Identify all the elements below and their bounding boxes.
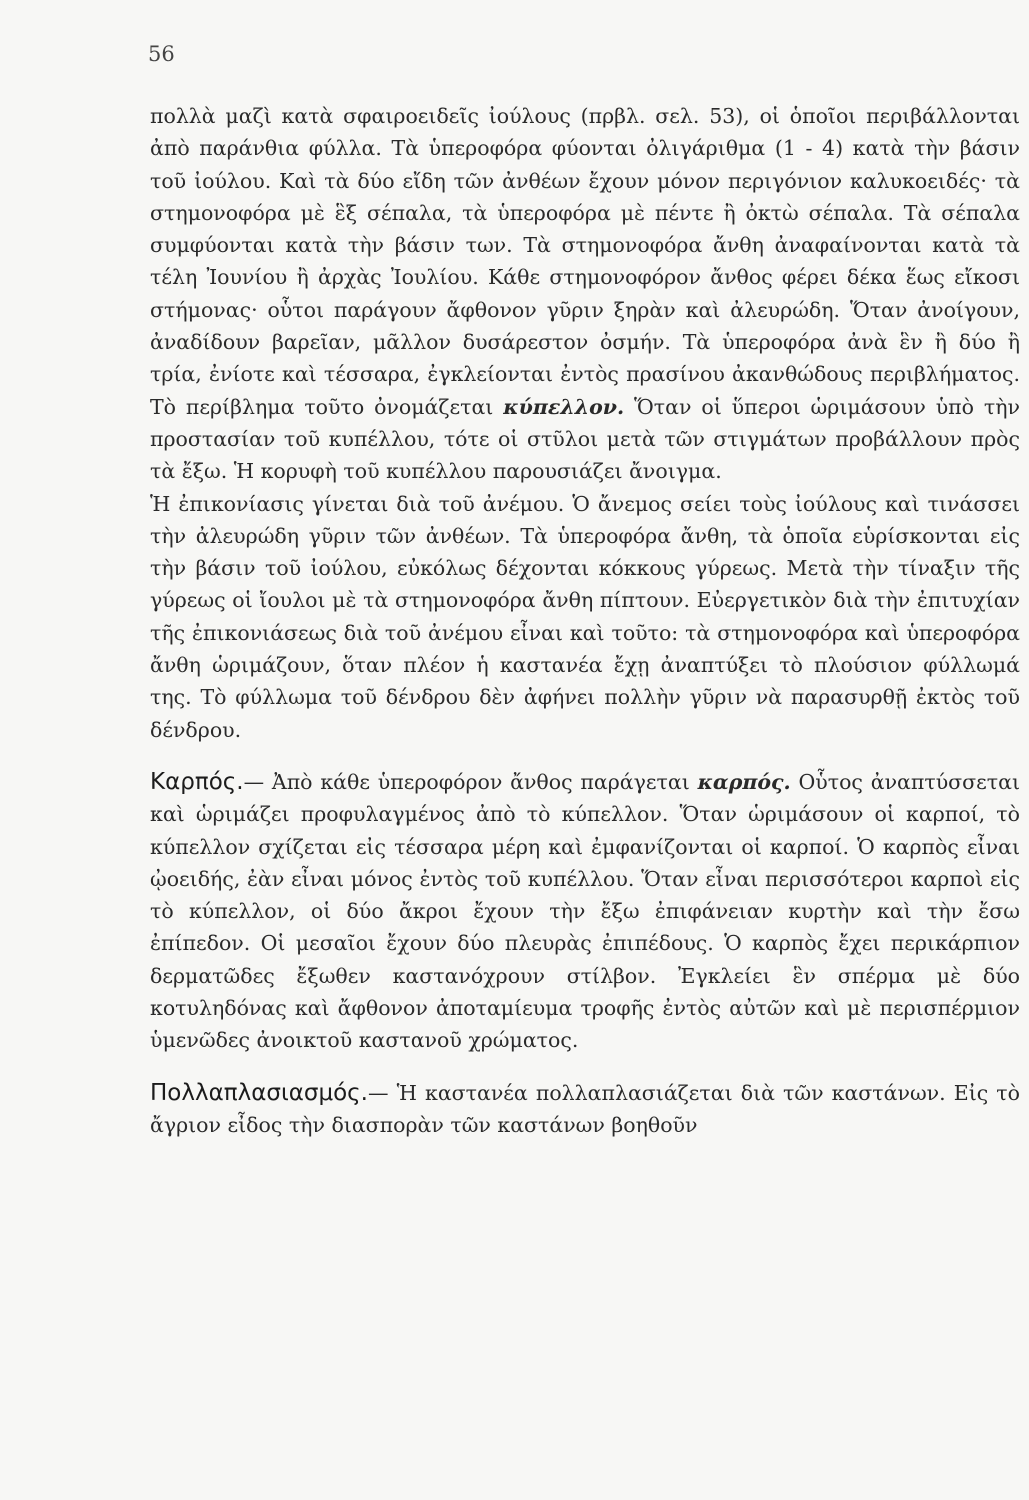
section-heading-fruit: Καρπός. xyxy=(150,768,244,795)
page-body xyxy=(150,100,1020,1141)
paragraph-text: Ὅταν οἱ ὕπεροι ὡριμάσουν ὑπὸ τὴν προστασίαν τοῦ κυπέλλου, τότε οἱ στῦλοι μετὰ τῶν στιγμάτων προβάλλουν πρὸς τὰ ἔξω. Ἡ κορυφὴ τοῦ κυπέλλου παρουσιάζει ἄνοιγμα. xyxy=(150,394,1020,484)
section-heading-propagation: Πολλαπλασιασμός. xyxy=(150,1079,368,1106)
paragraph-text: Οὗτος ἀναπτύσσεται καὶ ὡριμάζει προφυλαγμένος ἀπὸ τὸ κύπελλον. Ὅταν ὡριμάσουν οἱ καρποί, τὸ κύπελλον σχίζεται εἰς τέσσαρα μέρη καὶ ἐμφανίζονται οἱ καρποί. Ὁ καρπὸς εἶναι ᾠοειδής, ἐὰν εἶναι μόνος ἐντὸς τοῦ κυπέλλου. Ὅταν εἶναι περισσότεροι καρποὶ εἰς τὸ κύπελλον, οἱ δύο ἄκροι ἔχουν τὴν ἔξω ἐπιφάνειαν κυρτὴν καὶ τὴν ἔσω ἐπίπεδον. Οἱ μεσαῖοι ἔχουν δύο πλευρὰς ἐπιπέδους. Ὁ καρπὸς ἔχει περικάρπιον δερματῶδες ἔξωθεν καστανόχρουν στίλβον. Ἐγκλείει ἓν σπέρμα μὲ δύο κοτυληδόνας καὶ ἄφθονον ἀποταμίευμα τροφῆς ἐντὸς αὐτῶν καὶ μὲ περισπέρμιον ὑμενῶδες ἀνοικτοῦ καστανοῦ χρώματος. xyxy=(150,769,1020,1053)
term-kypellon: κύπελλον. xyxy=(503,394,625,419)
section-propagation xyxy=(150,1077,1020,1142)
paragraph-text: — Ἀπὸ κάθε ὑπεροφόρον ἄνθος παράγεται xyxy=(243,769,698,794)
paragraph-flowers xyxy=(150,100,1020,488)
section-fruit xyxy=(150,766,1020,1057)
paragraph-pollination: Ἡ ἐπικονίασις γίνεται διὰ τοῦ ἀνέμου. Ὁ ἄνεμος σείει τοὺς ἰούλους καὶ τινάσσει τὴν ἀλευρώδη γῦριν τῶν ἀνθέων. Τὰ ὑπεροφόρα ἄνθη, τὰ ὁποῖα εὑρίσκονται εἰς τὴν βάσιν τοῦ ἰούλου, εὐκόλως δέχονται κόκκους γύρεως. Μετὰ τὴν τίναξιν τῆς γύρεως οἱ ἴουλοι μὲ τὰ στημονοφόρα ἄνθη πίπτουν. Εὐεργετικὸν διὰ τὴν ἐπιτυχίαν τῆς ἐπικονιάσεως διὰ τοῦ ἀνέμου εἶναι καὶ τοῦτο: τὰ στημονοφόρα καὶ ὑπεροφόρα ἄνθη ὡριμάζουν, ὅταν πλέον ἡ καστανέα ἔχῃ ἀναπτύξει τὸ πλούσιον φύλλωμά της. Τὸ φύλλωμα τοῦ δένδρου δὲν ἀφήνει πολλὴν γῦριν νὰ παρασυρθῇ ἐκτὸς τοῦ δένδρου. xyxy=(150,491,1020,742)
term-karpos: καρπός. xyxy=(697,769,791,794)
paragraph-text: — Ἡ καστανέα πολλαπλασιάζεται διὰ τῶν καστάνων. Εἰς τὸ ἄγριον εἶδος τὴν διασπορὰν τῶν καστάνων βοηθοῦν xyxy=(150,1080,1020,1137)
paragraph-text: πολλὰ μαζὶ κατὰ σφαιροειδεῖς ἰούλους (πρβλ. σελ. 53), οἱ ὁποῖοι περιβάλλονται ἀπὸ παράνθια φύλλα. Τὰ ὑπεροφόρα φύονται ὀλιγάριθμα (1 - 4) κατὰ τὴν βάσιν τοῦ ἰούλου. Καὶ τὰ δύο εἴδη τῶν ἀνθέων ἔχουν μόνον περιγόνιον καλυκοειδές· τὰ στημονοφόρα μὲ ἓξ σέπαλα, τὰ ὑπεροφόρα μὲ πέντε ἢ ὀκτὼ σέπαλα. Τὰ σέπαλα συμφύονται κατὰ τὴν βάσιν των. Τὰ στημονοφόρα ἄνθη ἀναφαίνονται κατὰ τὰ τέλη Ἰουνίου ἢ ἀρχὰς Ἰουλίου. Κάθε στημονοφόρον ἄνθος φέρει δέκα ἕως εἴκοσι στήμονας· οὗτοι παράγουν ἄφθονον γῦριν ξηρὰν καὶ ἀλευρώδη. Ὅταν ἀνοίγουν, ἀναδίδουν βαρεῖαν, μᾶλλον δυσάρεστον ὀσμήν. Τὰ ὑπεροφόρα ἀνὰ ἓν ἢ δύο ἢ τρία, ἐνίοτε καὶ τέσσαρα, ἐγκλείονται ἐντὸς πρασίνου ἀκανθώδους περιβλήματος. Τὸ περίβλημα τοῦτο ὀνομάζεται xyxy=(150,104,1020,419)
page-number: 56 xyxy=(148,42,175,66)
